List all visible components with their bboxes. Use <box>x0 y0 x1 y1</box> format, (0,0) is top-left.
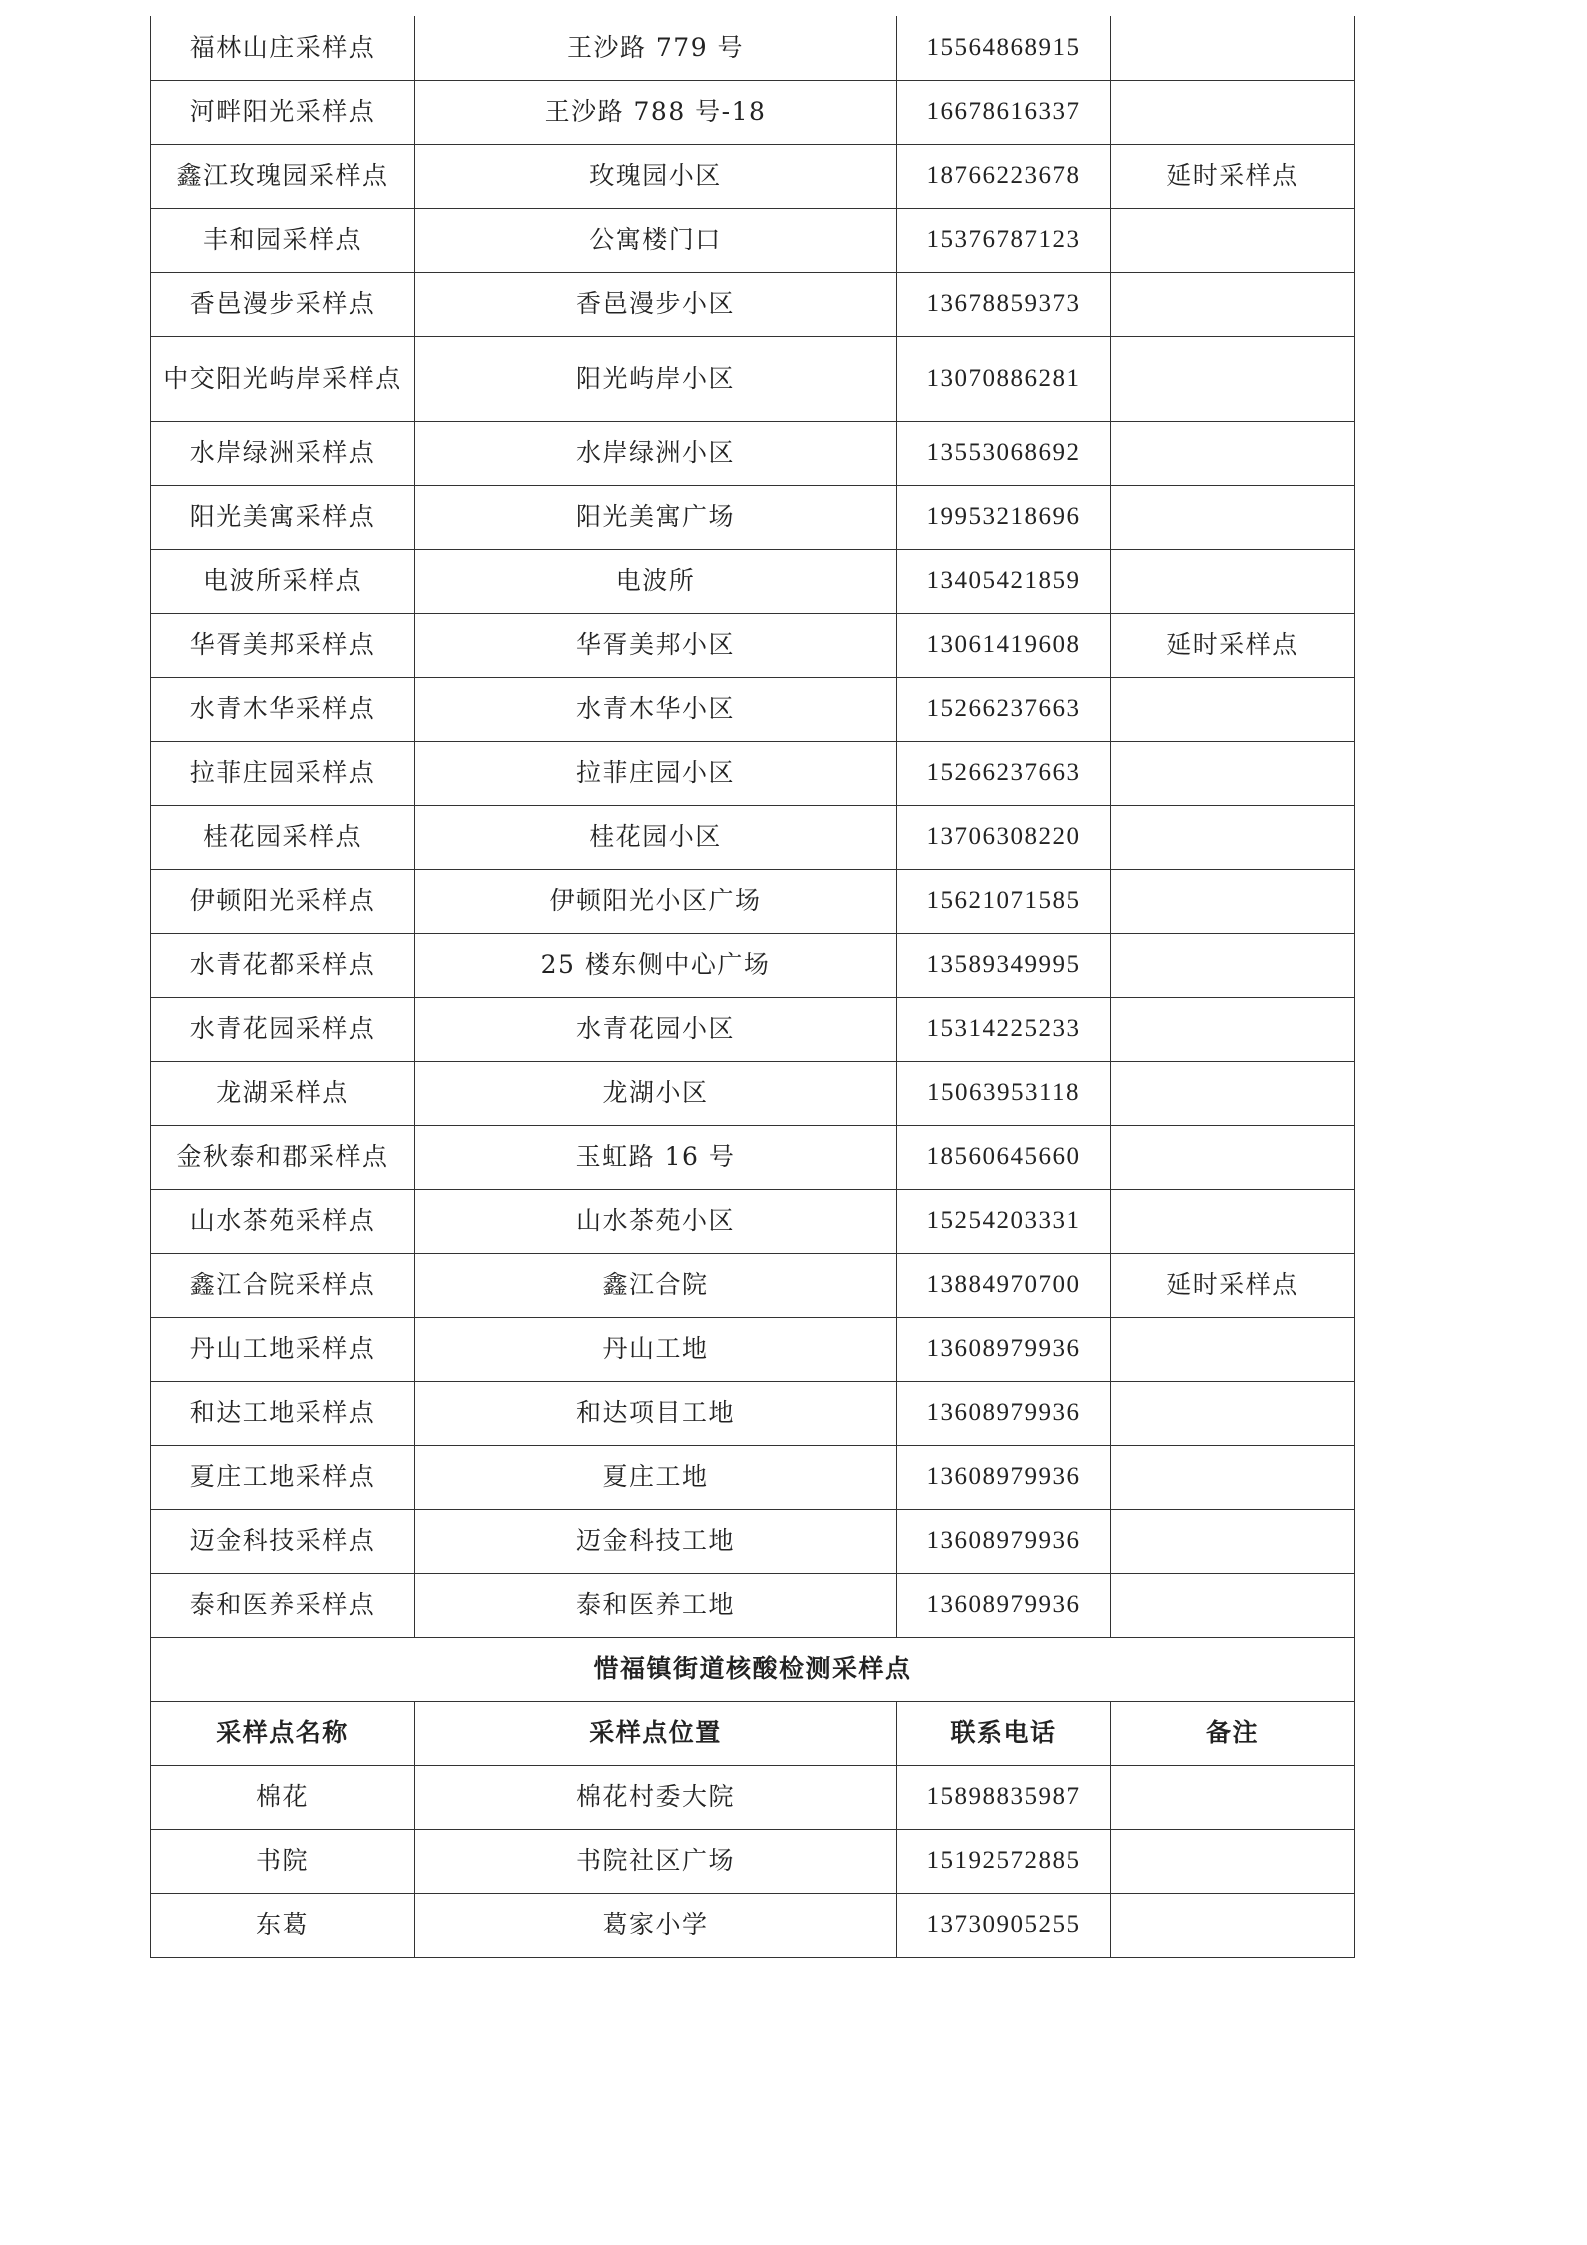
site-name-cell: 鑫江玫瑰园采样点 <box>151 144 415 208</box>
site-name-cell: 鑫江合院采样点 <box>151 1253 415 1317</box>
site-location-cell: 王沙路 779 号 <box>415 16 897 80</box>
site-location-cell: 山水茶苑小区 <box>415 1189 897 1253</box>
site-note-cell <box>1111 421 1355 485</box>
site-name-cell: 水岸绿洲采样点 <box>151 421 415 485</box>
table-row <box>151 1125 1355 1189</box>
site-location-cell: 夏庄工地 <box>415 1445 897 1509</box>
site-location-cell: 阳光屿岸小区 <box>415 336 897 421</box>
header-row <box>151 1701 1355 1765</box>
site-phone-cell: 13678859373 <box>897 272 1111 336</box>
table-row <box>151 677 1355 741</box>
site-location-cell: 书院社区广场 <box>415 1829 897 1893</box>
site-note-cell <box>1111 485 1355 549</box>
site-location-cell: 玉虹路 16 号 <box>415 1125 897 1189</box>
site-note-cell <box>1111 1125 1355 1189</box>
table-row <box>151 144 1355 208</box>
site-location-cell: 鑫江合院 <box>415 1253 897 1317</box>
site-phone-cell: 19953218696 <box>897 485 1111 549</box>
sampling-sites-table <box>150 16 1355 1958</box>
site-note-cell <box>1111 336 1355 421</box>
site-note-cell: 延时采样点 <box>1111 144 1355 208</box>
site-phone-cell: 15376787123 <box>897 208 1111 272</box>
site-note-cell <box>1111 1829 1355 1893</box>
site-note-cell <box>1111 997 1355 1061</box>
site-name-cell: 福林山庄采样点 <box>151 16 415 80</box>
site-location-cell: 水青花园小区 <box>415 997 897 1061</box>
site-phone-cell: 15192572885 <box>897 1829 1111 1893</box>
site-phone-cell: 13405421859 <box>897 549 1111 613</box>
site-note-cell <box>1111 1445 1355 1509</box>
site-note-cell: 延时采样点 <box>1111 613 1355 677</box>
table-row <box>151 549 1355 613</box>
table-row <box>151 1189 1355 1253</box>
table-row <box>151 997 1355 1061</box>
site-location-cell: 水青木华小区 <box>415 677 897 741</box>
section-title-row <box>151 1637 1355 1701</box>
site-location-cell: 葛家小学 <box>415 1893 897 1957</box>
site-note-cell <box>1111 1893 1355 1957</box>
site-phone-cell: 13608979936 <box>897 1509 1111 1573</box>
table-row <box>151 613 1355 677</box>
header-note: 备注 <box>1111 1701 1355 1765</box>
site-name-cell: 伊顿阳光采样点 <box>151 869 415 933</box>
table-row <box>151 1317 1355 1381</box>
site-phone-cell: 15266237663 <box>897 741 1111 805</box>
table-row <box>151 80 1355 144</box>
site-location-cell: 玫瑰园小区 <box>415 144 897 208</box>
site-name-cell: 龙湖采样点 <box>151 1061 415 1125</box>
site-phone-cell: 18766223678 <box>897 144 1111 208</box>
site-note-cell <box>1111 805 1355 869</box>
site-location-cell: 泰和医养工地 <box>415 1573 897 1637</box>
site-location-cell: 王沙路 788 号-18 <box>415 80 897 144</box>
site-note-cell <box>1111 1573 1355 1637</box>
site-note-cell <box>1111 80 1355 144</box>
table-row <box>151 1765 1355 1829</box>
site-phone-cell: 13730905255 <box>897 1893 1111 1957</box>
site-location-cell: 香邑漫步小区 <box>415 272 897 336</box>
site-phone-cell: 18560645660 <box>897 1125 1111 1189</box>
site-location-cell: 和达项目工地 <box>415 1381 897 1445</box>
site-name-cell: 棉花 <box>151 1765 415 1829</box>
site-name-cell: 桂花园采样点 <box>151 805 415 869</box>
site-location-cell: 桂花园小区 <box>415 805 897 869</box>
site-phone-cell: 15564868915 <box>897 16 1111 80</box>
site-note-cell <box>1111 1765 1355 1829</box>
header-name: 采样点名称 <box>151 1701 415 1765</box>
table-row <box>151 1893 1355 1957</box>
upper-table-body <box>151 16 1355 1637</box>
site-phone-cell: 15898835987 <box>897 1765 1111 1829</box>
site-name-cell: 香邑漫步采样点 <box>151 272 415 336</box>
lower-table-body <box>151 1765 1355 1957</box>
site-note-cell <box>1111 677 1355 741</box>
site-location-cell: 水岸绿洲小区 <box>415 421 897 485</box>
header-location: 采样点位置 <box>415 1701 897 1765</box>
site-name-cell: 电波所采样点 <box>151 549 415 613</box>
site-name-cell: 泰和医养采样点 <box>151 1573 415 1637</box>
table-row <box>151 485 1355 549</box>
site-note-cell <box>1111 1189 1355 1253</box>
section-block <box>151 1637 1355 1765</box>
site-phone-cell: 13608979936 <box>897 1317 1111 1381</box>
site-note-cell <box>1111 1381 1355 1445</box>
site-name-cell: 河畔阳光采样点 <box>151 80 415 144</box>
site-phone-cell: 13608979936 <box>897 1445 1111 1509</box>
site-name-cell: 水青花园采样点 <box>151 997 415 1061</box>
site-note-cell <box>1111 549 1355 613</box>
table-row <box>151 208 1355 272</box>
site-location-cell: 龙湖小区 <box>415 1061 897 1125</box>
table-row <box>151 1253 1355 1317</box>
site-name-cell: 书院 <box>151 1829 415 1893</box>
site-location-cell: 棉花村委大院 <box>415 1765 897 1829</box>
site-name-cell: 丰和园采样点 <box>151 208 415 272</box>
site-name-cell: 夏庄工地采样点 <box>151 1445 415 1509</box>
section-title: 惜福镇街道核酸检测采样点 <box>151 1637 1355 1701</box>
table-row <box>151 933 1355 997</box>
site-phone-cell: 16678616337 <box>897 80 1111 144</box>
table-row <box>151 1573 1355 1637</box>
site-note-cell <box>1111 1317 1355 1381</box>
table-row <box>151 1829 1355 1893</box>
site-name-cell: 华胥美邦采样点 <box>151 613 415 677</box>
table-row <box>151 1061 1355 1125</box>
table-row <box>151 1445 1355 1509</box>
site-note-cell <box>1111 1509 1355 1573</box>
site-note-cell <box>1111 741 1355 805</box>
site-location-cell: 迈金科技工地 <box>415 1509 897 1573</box>
table-row <box>151 272 1355 336</box>
site-note-cell: 延时采样点 <box>1111 1253 1355 1317</box>
site-name-cell: 水青花都采样点 <box>151 933 415 997</box>
site-location-cell: 拉菲庄园小区 <box>415 741 897 805</box>
table-row <box>151 741 1355 805</box>
site-note-cell <box>1111 16 1355 80</box>
site-phone-cell: 13589349995 <box>897 933 1111 997</box>
table-row <box>151 1381 1355 1445</box>
site-phone-cell: 15266237663 <box>897 677 1111 741</box>
site-location-cell: 伊顿阳光小区广场 <box>415 869 897 933</box>
site-location-cell: 丹山工地 <box>415 1317 897 1381</box>
site-location-cell: 电波所 <box>415 549 897 613</box>
site-name-cell: 中交阳光屿岸采样点 <box>151 336 415 421</box>
site-name-cell: 迈金科技采样点 <box>151 1509 415 1573</box>
site-phone-cell: 15621071585 <box>897 869 1111 933</box>
site-phone-cell: 15063953118 <box>897 1061 1111 1125</box>
site-name-cell: 拉菲庄园采样点 <box>151 741 415 805</box>
site-name-cell: 水青木华采样点 <box>151 677 415 741</box>
site-note-cell <box>1111 272 1355 336</box>
table-row <box>151 336 1355 421</box>
site-phone-cell: 13706308220 <box>897 805 1111 869</box>
site-phone-cell: 13061419608 <box>897 613 1111 677</box>
site-phone-cell: 13884970700 <box>897 1253 1111 1317</box>
site-name-cell: 阳光美寓采样点 <box>151 485 415 549</box>
site-phone-cell: 13553068692 <box>897 421 1111 485</box>
site-phone-cell: 13608979936 <box>897 1381 1111 1445</box>
site-name-cell: 和达工地采样点 <box>151 1381 415 1445</box>
site-name-cell: 东葛 <box>151 1893 415 1957</box>
site-phone-cell: 15254203331 <box>897 1189 1111 1253</box>
site-name-cell: 金秋泰和郡采样点 <box>151 1125 415 1189</box>
site-note-cell <box>1111 1061 1355 1125</box>
table-row <box>151 421 1355 485</box>
site-phone-cell: 13070886281 <box>897 336 1111 421</box>
site-note-cell <box>1111 933 1355 997</box>
header-phone: 联系电话 <box>897 1701 1111 1765</box>
site-name-cell: 丹山工地采样点 <box>151 1317 415 1381</box>
site-location-cell: 阳光美寓广场 <box>415 485 897 549</box>
site-note-cell <box>1111 208 1355 272</box>
site-note-cell <box>1111 869 1355 933</box>
site-location-cell: 25 楼东侧中心广场 <box>415 933 897 997</box>
site-location-cell: 公寓楼门口 <box>415 208 897 272</box>
site-location-cell: 华胥美邦小区 <box>415 613 897 677</box>
table-row <box>151 1509 1355 1573</box>
site-name-cell: 山水茶苑采样点 <box>151 1189 415 1253</box>
table-row <box>151 869 1355 933</box>
site-phone-cell: 13608979936 <box>897 1573 1111 1637</box>
site-phone-cell: 15314225233 <box>897 997 1111 1061</box>
table-row <box>151 16 1355 80</box>
table-row <box>151 805 1355 869</box>
